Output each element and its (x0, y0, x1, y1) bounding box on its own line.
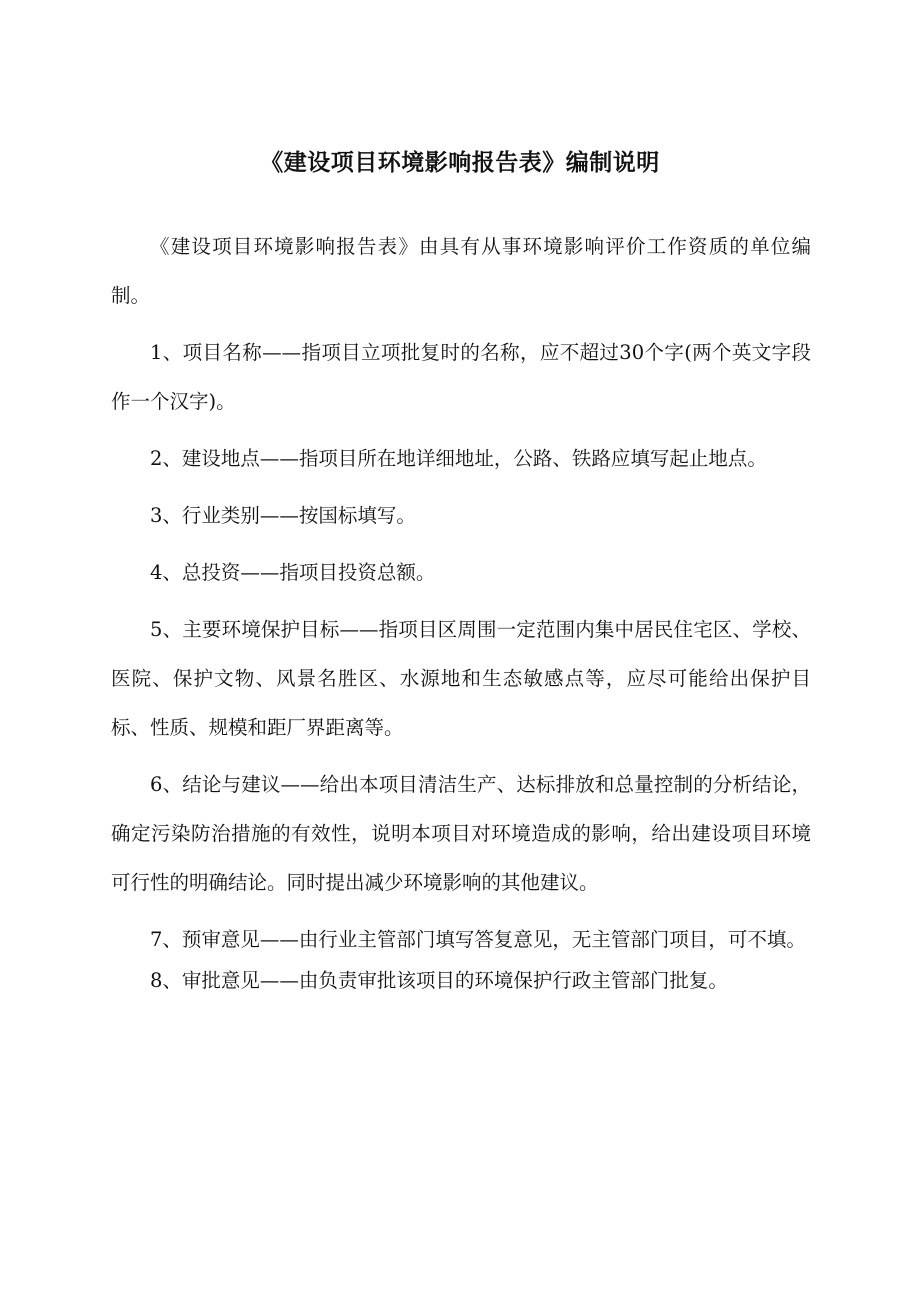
paragraph-item-1: 1、项目名称——指项目立项批复时的名称，应不超过30个字(两个英文字段作一个汉字)。 (111, 341, 811, 413)
paragraph-item-8: 8、审批意见——由负责审批该项目的环境保护行政主管部门批复。 (150, 969, 728, 992)
paragraph-item-7: 7、预审意见——由行业主管部门填写答复意见，无主管部门项目，可不填。 (150, 928, 806, 951)
paragraph-item-4: 4、总投资——指项目投资总额。 (150, 561, 436, 584)
document-title: 《建设项目环境影响报告表》编制说明 (260, 150, 660, 176)
document-body (111, 222, 811, 1005)
paragraph-item-5: 5、主要环境保护目标——指项目区周围一定范围内集中居民住宅区、学校、医院、保护文物、风景名胜区、水源地和生态敏感点等，应尽可能给出保护目标、性质、规模和距厂界距离等。 (111, 618, 811, 739)
paragraph-item-6: 6、结论与建议——给出本项目清洁生产、达标排放和总量控制的分析结论，确定污染防治措施的有效性，说明本项目对环境造成的影响，给出建设项目环境可行性的明确结论。同时提出减少环境影响的其他建议。 (111, 773, 811, 894)
paragraph-item-3: 3、行业类别——按国标填写。 (150, 504, 416, 527)
paragraph-item-2: 2、建设地点——指项目所在地详细地址，公路、铁路应填写起止地点。 (150, 447, 767, 470)
paragraph-intro: 《建设项目环境影响报告表》由具有从事环境影响评价工作资质的单位编制。 (111, 235, 811, 307)
